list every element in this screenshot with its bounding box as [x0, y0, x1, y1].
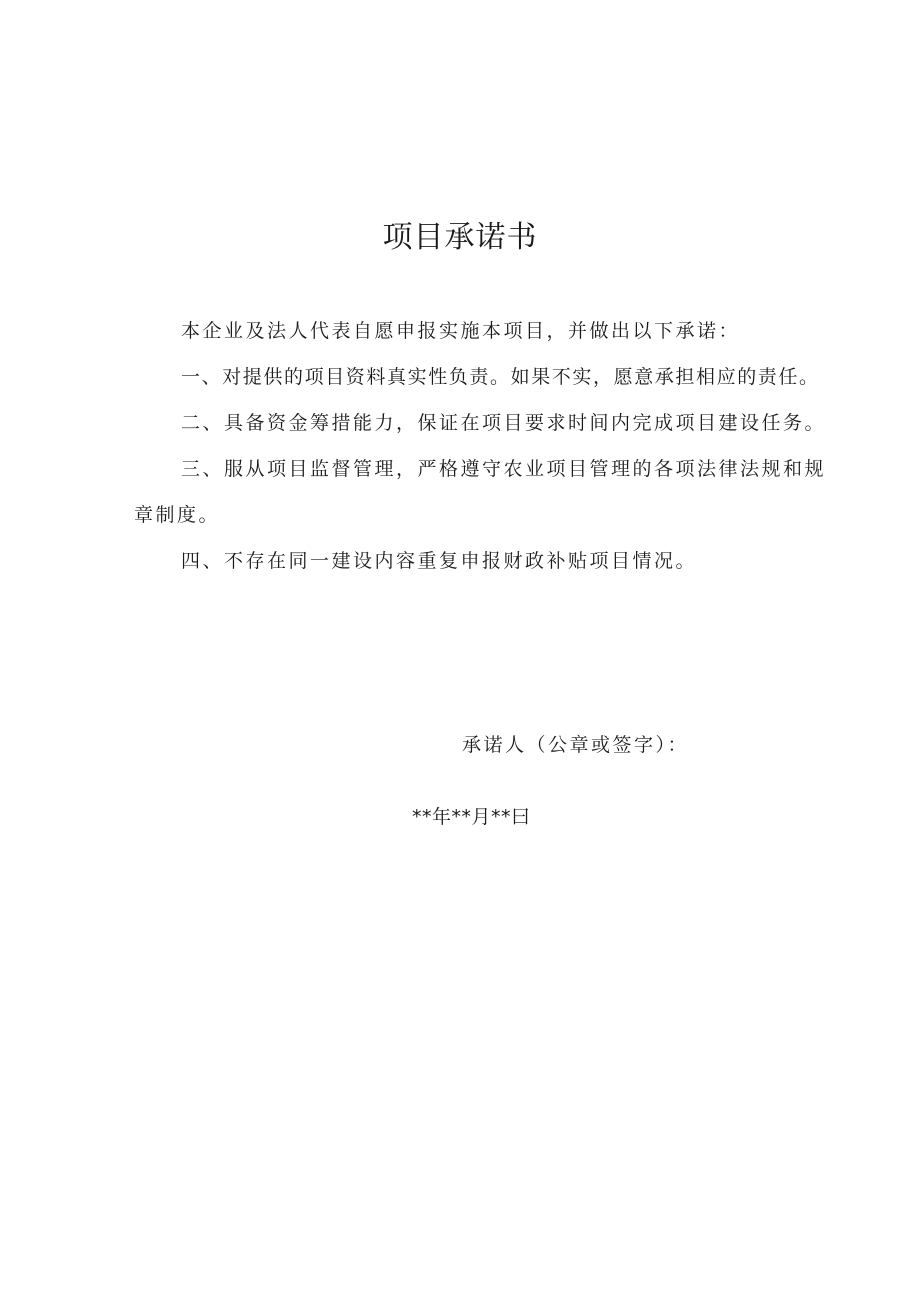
commitment-item-1: 一、对提供的项目资料真实性负责。如果不实，愿意承担相应的责任。	[181, 366, 820, 388]
commitment-item-3: 三、服从项目监督管理，严格遵守农业项目管理的各项法律法规和规章制度。	[134, 458, 827, 526]
commitment-item-4: 四、不存在同一建设内容重复申报财政补贴项目情况。	[181, 550, 698, 572]
intro-paragraph: 本企业及法人代表自愿申报实施本项目，并做出以下承诺：	[181, 320, 741, 342]
document-title: 项目承诺书	[382, 220, 538, 255]
document-body	[134, 308, 834, 584]
date-line: **年**月**曰	[412, 806, 531, 828]
commitment-item-2: 二、具备资金筹措能力，保证在项目要求时间内完成项目建设任务。	[181, 412, 827, 434]
signer-label: 承诺人（公章或签字）：	[462, 734, 690, 756]
